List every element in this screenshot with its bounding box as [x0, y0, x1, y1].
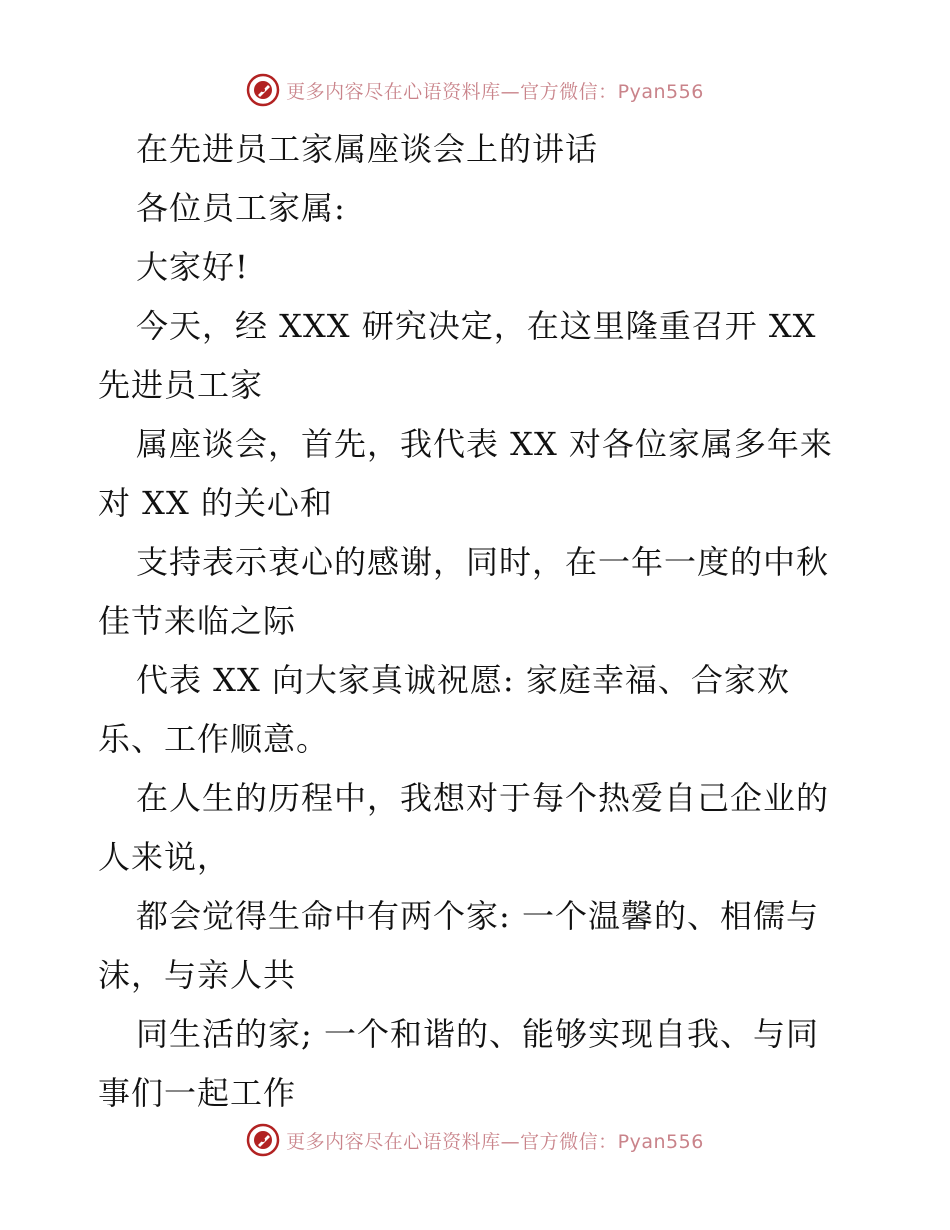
paragraph-line: 代表 XX 向大家真诚祝愿: 家庭幸福、合家欢: [136, 661, 790, 699]
document-title: 在先进员工家属座谈会上的讲话: [136, 130, 599, 168]
paragraph-line: 在人生的历程中，我想对于每个热爱自己企业的: [136, 779, 830, 817]
paragraph-line: 人来说，: [98, 838, 231, 876]
pen-nib-logo-icon: [246, 1123, 280, 1157]
paragraph-line: 对 XX 的关心和: [98, 484, 333, 522]
paragraph-line: 支持表示衷心的感谢，同时，在一年一度的中秋: [136, 543, 830, 581]
paragraph-line: 沫，与亲人共: [98, 956, 297, 994]
footer-banner: [0, 1120, 950, 1160]
header-banner-text: 更多内容尽在心语资料库—官方微信：Pyan556: [286, 80, 704, 103]
header-banner: [0, 70, 950, 110]
salutation: 各位员工家属:: [136, 189, 346, 227]
paragraph-line: 佳节来临之际: [98, 602, 297, 640]
paragraph-line: 乐、工作顺意。: [98, 720, 330, 758]
greeting: 大家好!: [136, 248, 249, 286]
pen-nib-logo-icon: [246, 73, 280, 107]
paragraph-line: 都会觉得生命中有两个家: 一个温馨的、相儒与: [136, 897, 819, 935]
footer-banner-text: 更多内容尽在心语资料库—官方微信：Pyan556: [286, 1130, 704, 1153]
paragraph-line: 属座谈会，首先，我代表 XX 对各位家属多年来: [136, 425, 833, 463]
paragraph-line: 事们一起工作: [98, 1074, 297, 1112]
document-body: [98, 120, 878, 1123]
paragraph-line: 先进员工家: [98, 366, 264, 404]
paragraph-line: 今天，经 XXX 研究决定，在这里隆重召开 XX: [136, 307, 817, 345]
paragraph-line: 同生活的家; 一个和谐的、能够实现自我、与同: [136, 1015, 819, 1053]
